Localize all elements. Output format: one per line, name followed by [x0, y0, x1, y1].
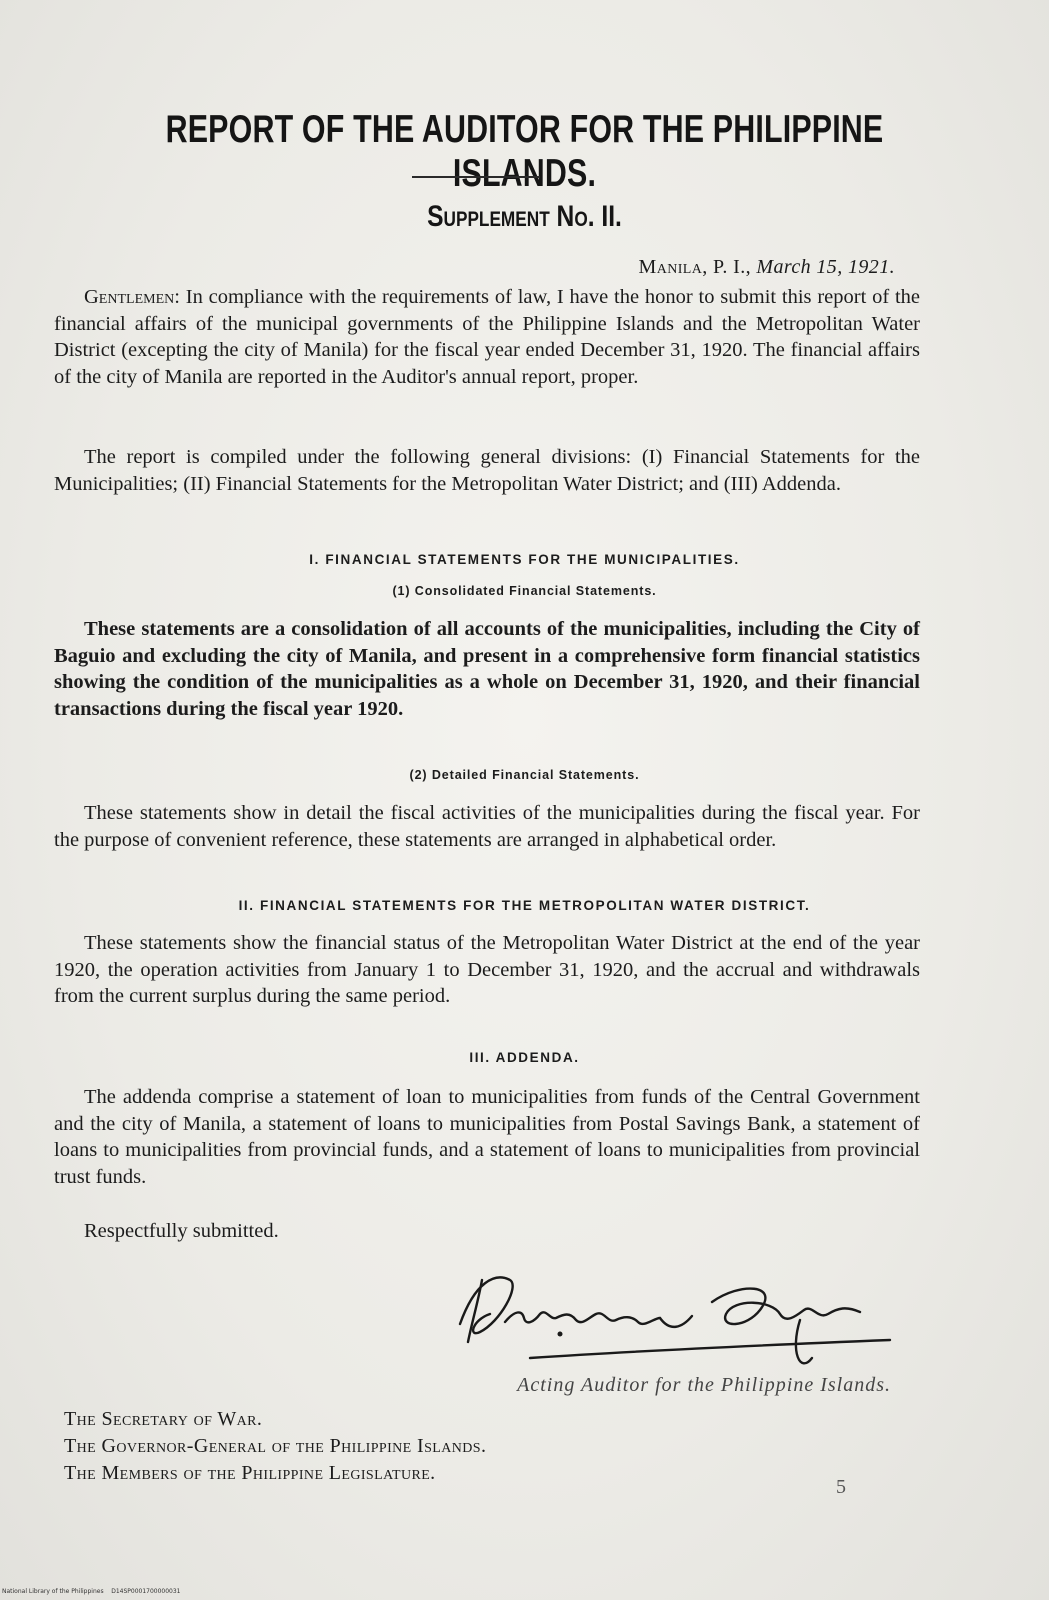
section-1-sub-2-heading: (2) Detailed Financial Statements. — [409, 768, 640, 782]
section-1-heading: I. FINANCIAL STATEMENTS FOR THE MUNICIPALITIES. — [309, 552, 740, 567]
section-1-sub-1-heading: (1) Consolidated Financial Statements. — [392, 584, 657, 598]
addressee: The Secretary of War. — [64, 1408, 263, 1430]
dateline — [639, 256, 895, 279]
dateline-place: Manila, P. I., — [638, 256, 752, 278]
addressee: The Governor-General of the Philippine Islands. — [64, 1435, 487, 1457]
intro-text: In compliance with the requirements of law, I have the honor to submit this report of the financial affairs of the municipal governments of the Philippine Islands and the Metropolitan Water District (excepting the city of Manila) for the fiscal year ended December 31, 1920. The financial affairs of the city of Manila are reported in the Auditor's annual report, proper. — [54, 286, 920, 388]
section-2-heading: II. FINANCIAL STATEMENTS FOR THE METROPOLITAN WATER DISTRICT. — [238, 898, 811, 913]
addenda-paragraph: The addenda comprise a statement of loan to municipalities from funds of the Central Government and the city of Manila, a statement of loans to municipalities from Postal Savings Bank, a statement of loans to municipalities from provincial funds, and a statement of loans to municipalities from provincial trust funds. — [54, 1086, 920, 1188]
water-district-paragraph: These statements show the financial status of the Metropolitan Water District at the end of the year 1920, the operation activities from January 1 to December 31, 1920, and the accrual and withdrawals from the current surplus during the same period. — [54, 932, 920, 1007]
section-3-heading: III. ADDENDA. — [469, 1050, 580, 1065]
addressee-list — [64, 1406, 486, 1487]
closing: Respectfully submitted. — [84, 1220, 279, 1242]
signer-title: Acting Auditor for the Philippine Islands. — [517, 1374, 891, 1396]
consolidated-statements-paragraph: These statements are a consolidation of all accounts of the municipalities, including the City of Baguio and excluding the city of Manila, and present in a comprehensive form financial statistics showing the condition of the municipalities as a whole on December 31, 1920, and their financial transactions during the fiscal year 1920. — [54, 618, 920, 720]
page-number: 5 — [836, 1476, 846, 1498]
report-title: REPORT OF THE AUDITOR FOR THE PHILIPPINE ISLANDS. — [165, 108, 884, 195]
intro-paragraph — [54, 284, 920, 390]
divisions-paragraph: The report is compiled under the following general divisions: (I) Financial Statements for the Municipalities; (II) Financial Statements for the Metropolitan Water District; and (III) Addenda. — [54, 446, 920, 495]
title-rule — [412, 176, 540, 178]
salutation: Gentlemen: — [84, 286, 180, 308]
supplement-heading: Supplement No. II. — [427, 200, 622, 233]
detailed-statements-paragraph: These statements show in detail the fiscal activities of the municipalities during the fiscal year. For the purpose of convenient reference, these statements are arranged in alphabetical order. — [54, 802, 920, 851]
footer-credit: National Library of the Philippines D14SP0001700000031 — [2, 1588, 181, 1595]
dateline-date: March 15, 1921. — [756, 256, 895, 278]
signature — [420, 1262, 940, 1372]
addressee: The Members of the Philippine Legislature. — [64, 1462, 436, 1484]
